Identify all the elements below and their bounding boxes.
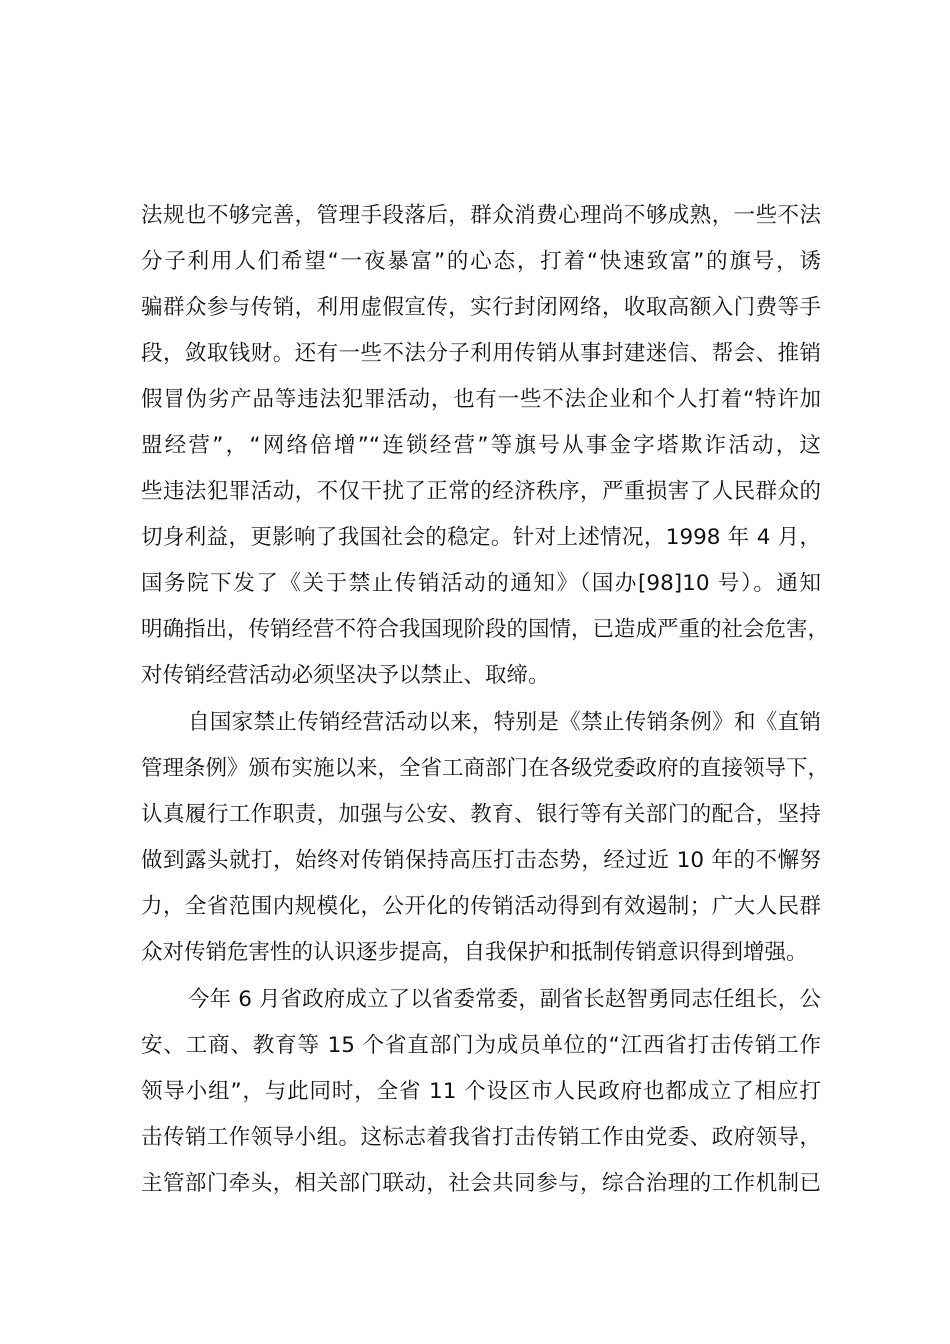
paragraph-1-line-1: 法规也不够完善，管理手段落后，群众消费心理尚不够成熟，一些不法 xyxy=(141,203,821,228)
paragraph-2-line-6: 众对传销危害性的认识逐步提高，自我保护和抵制传销意识得到增强。 xyxy=(141,940,808,965)
paragraph-3-line-5: 主管部门牵头，相关部门联动，社会共同参与，综合治理的工作机制已 xyxy=(141,1171,821,1196)
paragraph-2-line-2: 管理条例》颁布实施以来，全省工商部门在各级党委政府的直接领导下， xyxy=(141,756,830,781)
paragraph-1-line-9: 国务院下发了《关于禁止传销活动的通知》（国办[98]10 号）。通知 xyxy=(141,571,821,596)
paragraph-1-line-10: 明确指出，传销经营不符合我国现阶段的国情，已造成严重的社会危害， xyxy=(141,617,830,642)
paragraph-3-line-2: 安、工商、教育等 15 个省直部门为成员单位的“江西省打击传销工作 xyxy=(141,1033,821,1058)
paragraph-2-line-3: 认真履行工作职责，加强与公安、教育、银行等有关部门的配合，坚持 xyxy=(141,802,821,827)
paragraph-2-line-4: 做到露头就打，始终对传销保持高压打击态势，经过近 10 年的不懈努 xyxy=(141,848,821,873)
paragraph-2-line-5: 力，全省范围内规模化，公开化的传销活动得到有效遏制；广大人民群 xyxy=(141,894,821,919)
paragraph-3-line-3: 领导小组”，与此同时，全省 11 个设区市人民政府也都成立了相应打 xyxy=(141,1079,821,1104)
paragraph-1-line-5: 假冒伪劣产品等违法犯罪活动，也有一些不法企业和个人打着“特许加 xyxy=(141,387,821,412)
paragraph-3-line-1: 今年 6 月省政府成立了以省委常委，副省长赵智勇同志任组长，公 xyxy=(188,987,821,1012)
paragraph-1-line-2: 分子利用人们希望“一夜暴富”的心态，打着“快速致富”的旗号，诱 xyxy=(141,249,821,274)
paragraph-1-line-4: 段，敛取钱财。还有一些不法分子利用传销从事封建迷信、帮会、推销 xyxy=(141,341,821,366)
paragraph-2-line-1: 自国家禁止传销经营活动以来，特别是《禁止传销条例》和《直销 xyxy=(188,710,821,735)
paragraph-3-line-4: 击传销工作领导小组。这标志着我省打击传销工作由党委、政府领导， xyxy=(141,1125,821,1150)
paragraph-1-line-8: 切身利益，更影响了我国社会的稳定。针对上述情况，1998 年 4 月， xyxy=(141,525,821,550)
paragraph-1-line-6: 盟经营”，“网络倍增”“连锁经营”等旗号从事金字塔欺诈活动，这 xyxy=(141,433,821,458)
paragraph-1-line-11: 对传销经营活动必须坚决予以禁止、取缔。 xyxy=(141,663,550,688)
paragraph-1-line-3: 骗群众参与传销，利用虚假宣传，实行封闭网络，收取高额入门费等手 xyxy=(141,295,821,320)
paragraph-1-line-7: 些违法犯罪活动，不仅干扰了正常的经济秩序，严重损害了人民群众的 xyxy=(141,479,821,504)
